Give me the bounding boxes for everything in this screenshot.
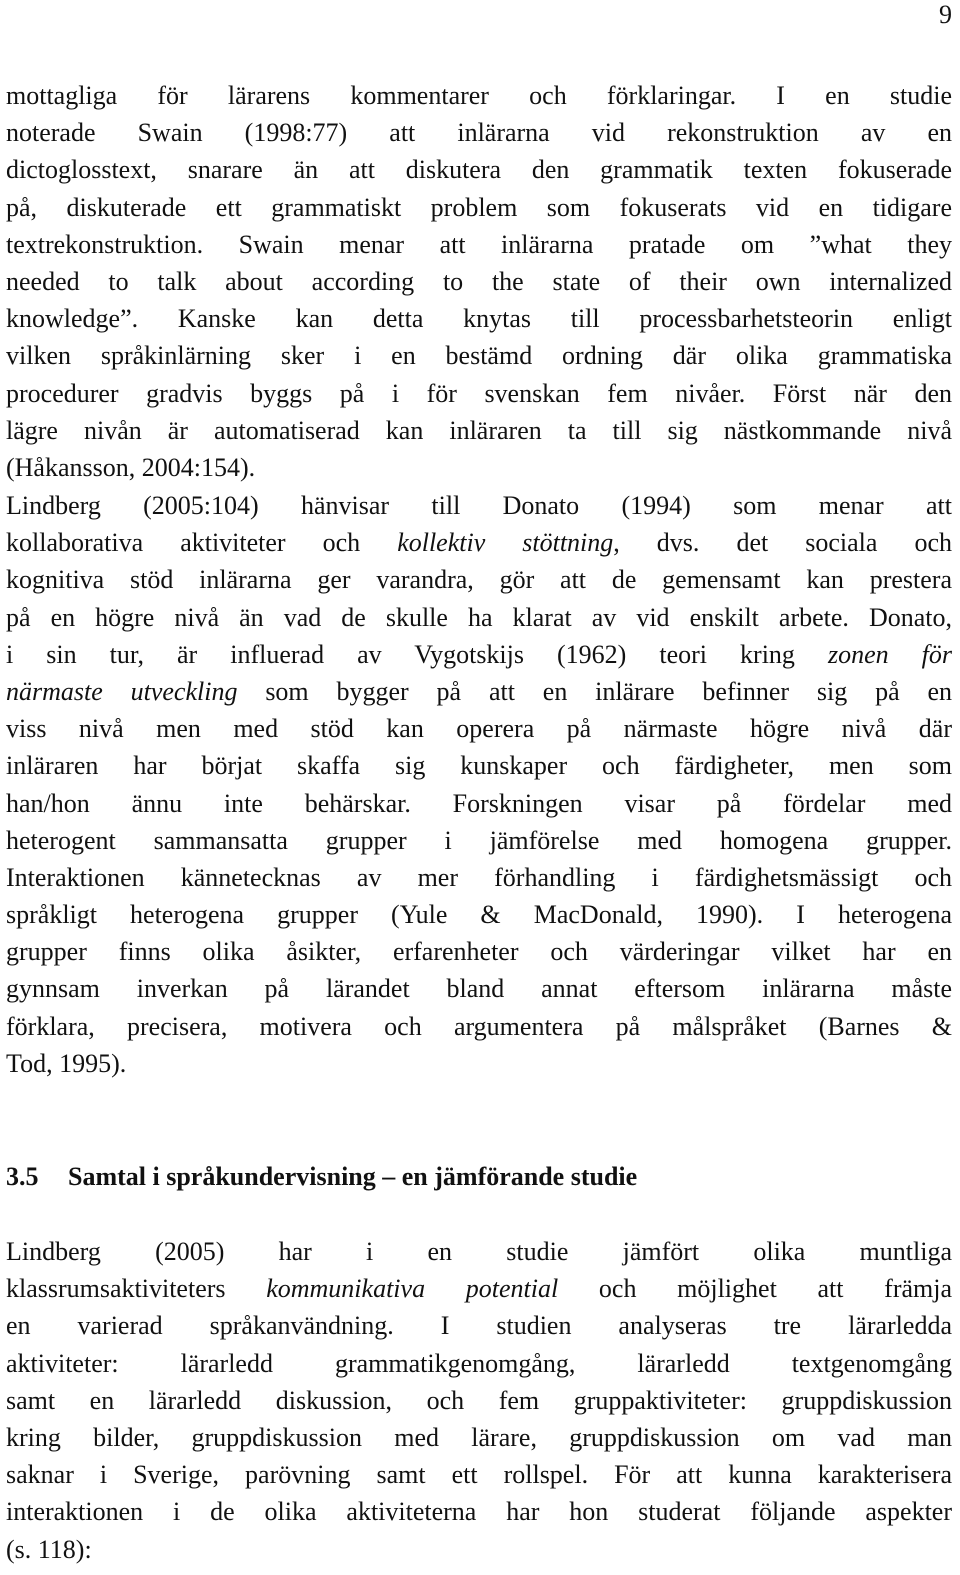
section-title: Samtal i språkundervisning – en jämförande studie xyxy=(68,1162,638,1191)
paragraph-3 xyxy=(6,1233,952,1568)
text-line: knowledge”. Kanske kan detta knytas till processbarhetsteorin enligt xyxy=(6,304,952,334)
italic-term: kollektiv stöttning xyxy=(397,528,614,558)
text-run: kollaborativa aktiviteter och xyxy=(6,528,398,558)
text-line xyxy=(6,1270,952,1307)
text-line: lägre nivån är automatiserad kan inläraren ta till sig nästkommande nivå xyxy=(6,415,952,445)
text-line: en varierad språkanvändning. I studien analyseras tre lärarledda xyxy=(6,1311,952,1341)
text-line: samt en lärarledd diskussion, och fem gruppaktiviteter: gruppdiskussion xyxy=(6,1385,952,1415)
text-line: dictoglosstext, snarare än att diskutera den grammatik texten fokuserade xyxy=(6,155,952,185)
text-line: förklara, precisera, motivera och argumentera på målspråket (Barnes & xyxy=(6,1011,952,1041)
text-line: språkligt heterogena grupper (Yule & MacDonald, 1990). I heterogena xyxy=(6,900,952,930)
text-line: aktiviteter: lärarledd grammatikgenomgång, lärarledd textgenomgång xyxy=(6,1348,952,1378)
text-line: textrekonstruktion. Swain menar att inlärarna pratade om ”what they xyxy=(6,229,952,259)
text-line: gynnsam inverkan på lärandet bland annat eftersom inlärarna måste xyxy=(6,974,952,1004)
text-line: mottagliga för lärarens kommentarer och förklaringar. I en studie xyxy=(6,81,952,110)
text-line xyxy=(6,673,952,710)
text-line: på en högre nivå än vad de skulle ha klarat av vid enskilt arbete. Donato, xyxy=(6,602,952,632)
text-line: på, diskuterade ett grammatiskt problem som fokuserats vid en tidigare xyxy=(6,192,952,222)
italic-term: zonen för xyxy=(827,639,952,669)
text-line: needed to talk about according to the state of their own internalized xyxy=(6,266,952,296)
text-line: kognitiva stöd inlärarna ger varandra, gör att de gemensamt kan prestera xyxy=(6,565,952,595)
page-number: 9 xyxy=(939,0,952,29)
text-line: saknar i Sverige, parövning samt ett rollspel. För att kunna karakterisera xyxy=(6,1460,952,1490)
text-line: (Håkansson, 2004:154). xyxy=(6,452,256,482)
text-line xyxy=(6,636,952,673)
paragraph-1 xyxy=(6,77,952,486)
text-line: han/hon ännu inte behärskar. Forskningen visar på fördelar med xyxy=(6,788,952,818)
text-line: grupper finns olika åsikter, erfarenheter och värderingar vilket har en xyxy=(6,937,952,967)
text-line: kring bilder, gruppdiskussion med lärare, gruppdiskussion om vad man xyxy=(6,1422,952,1452)
text-line: Tod, 1995). xyxy=(6,1048,127,1078)
text-line: Lindberg (2005) har i en studie jämfört olika muntliga xyxy=(6,1237,952,1266)
text-line: heterogent sammansatta grupper i jämförelse med homogena grupper. xyxy=(6,825,952,855)
text-line xyxy=(6,524,952,561)
text-line: noterade Swain (1998:77) att inlärarna vid rekonstruktion av en xyxy=(6,118,952,148)
text-line: inläraren har börjat skaffa sig kunskaper och färdigheter, men som xyxy=(6,751,952,781)
text-line: procedurer gradvis byggs på i för svenskan fem nivåer. Först när den xyxy=(6,378,952,408)
text-line: Interaktionen kännetecknas av mer förhandling i färdighetsmässigt och xyxy=(6,862,952,892)
text-run: , dvs. det sociala och xyxy=(613,528,952,558)
text-line: interaktionen i de olika aktiviteterna har hon studerat följande aspekter xyxy=(6,1497,952,1527)
section-heading xyxy=(6,1158,952,1195)
paragraph-2 xyxy=(6,487,952,1082)
italic-term: närmaste utveckling xyxy=(6,676,238,706)
text-run: som bygger på att en inlärare befinner sig på en xyxy=(237,676,952,706)
text-run: klassrumsaktiviteters xyxy=(6,1274,267,1304)
text-line: (s. 118): xyxy=(6,1534,92,1564)
text-run: i sin tur, är influerad av Vygotskijs (1962) teori kring xyxy=(6,639,828,669)
text-line: Lindberg (2005:104) hänvisar till Donato (1994) som menar att xyxy=(6,491,952,520)
text-line: viss nivå men med stöd kan operera på närmaste högre nivå där xyxy=(6,714,952,744)
text-run: och möjlighet att främja xyxy=(558,1274,952,1304)
italic-term: kommunikativa potential xyxy=(266,1274,559,1304)
section-number: 3.5 xyxy=(6,1162,39,1191)
text-line: vilken språkinlärning sker i en bestämd ordning där olika grammatiska xyxy=(6,341,952,371)
